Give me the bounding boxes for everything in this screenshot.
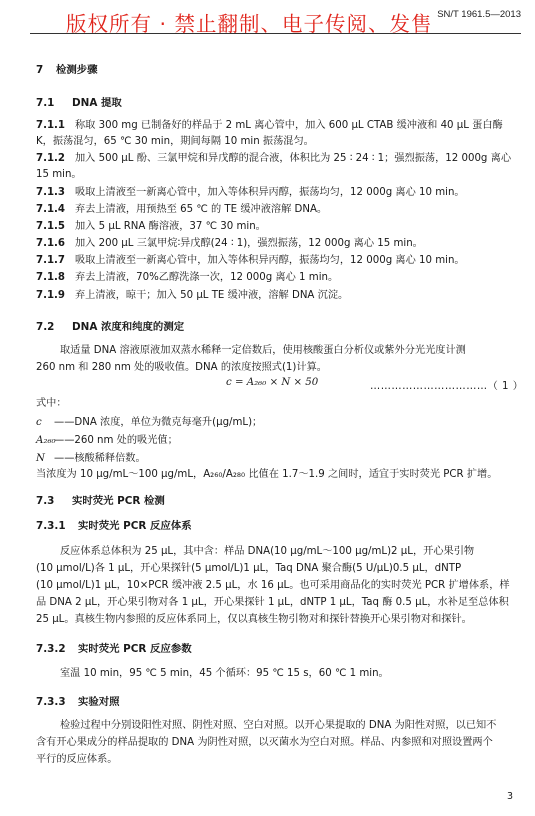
step-number: 7.1.7: [36, 255, 66, 266]
section-title: 检测步骤: [56, 64, 98, 76]
step-7-1-3: [36, 184, 524, 201]
section-7-3-heading: [36, 492, 165, 507]
paragraph-line: 反应体系总体积为 25 μL，其中含：样品 DNA(10 μg/mL～100 μg/mL)2 μL，开心果引物: [60, 546, 475, 557]
formula-reference: ……………………………（ 1 ）: [370, 381, 524, 392]
variable-description: ——核酸稀释倍数。: [54, 453, 146, 464]
paragraph-line: 检验过程中分别设阳性对照、阴性对照、空白对照。以开心果提取的 DNA 为阳性对照，以已知不: [60, 720, 497, 731]
step-7-1-6: [36, 235, 524, 252]
section-7-3-1-heading: [36, 517, 192, 532]
section-title: 实验对照: [78, 696, 120, 708]
step-text: 弃去上清液，70%乙醇洗涤一次，12 000g 离心 1 min。: [75, 272, 339, 283]
step-number: 7.1.1: [36, 120, 66, 131]
step-7-1-2-continued: 15 min。: [36, 169, 82, 180]
step-7-1-7: [36, 252, 524, 269]
step-7-1-8: [36, 269, 524, 286]
step-number: 7.1.3: [36, 187, 66, 198]
step-text: 弃上清液，晾干；加入 50 μL TE 缓冲液，溶解 DNA 沉淀。: [75, 290, 349, 301]
step-7-1-1-continued: K，振荡混匀，65 ℃ 30 min，期间每隔 10 min 振荡混匀。: [36, 136, 314, 147]
step-7-1-4: [36, 201, 524, 218]
section-number: 7.3: [36, 495, 55, 507]
formula: c = A₂₆₀ × N × 50: [226, 377, 319, 388]
section-number: 7: [36, 64, 44, 76]
copyright-watermark: 版权所有 · 禁止翻制、电子传阅、发售: [66, 12, 433, 36]
step-number: 7.1.6: [36, 238, 66, 249]
section-number: 7.3.2: [36, 643, 66, 655]
step-number: 7.1.9: [36, 290, 66, 301]
standard-number: SN/T 1961.5—2013: [437, 9, 521, 20]
variable-definition: [36, 431, 178, 446]
step-text: 加入 200 μL 三氯甲烷∶异戊醇(24 ∶ 1)，强烈振荡，12 000g 离心 15 min。: [75, 238, 423, 249]
concentration-note: 当浓度为 10 μg/mL～100 μg/mL，A₂₆₀/A₂₈₀ 比值在 1.7～1.9 之间时，适宜于实时荧光 PCR 扩增。: [36, 469, 498, 480]
step-text: 称取 300 mg 已制备好的样品于 2 mL 离心管中，加入 600 μL CTAB 缓冲液和 40 μL 蛋白酶: [75, 120, 503, 131]
section-7-1-heading: [36, 94, 122, 109]
section-7-3-3-heading: [36, 693, 120, 708]
variable-definition: [36, 449, 146, 464]
paragraph-line: 室温 10 min，95 ℃ 5 min，45 个循环：95 ℃ 15 s，60 ℃ 1 min。: [60, 668, 389, 679]
paragraph-line: 平行的反应体系。: [36, 754, 118, 765]
section-number: 7.3.3: [36, 696, 66, 708]
section-7-3-2-heading: [36, 640, 192, 655]
variable-symbol: c: [36, 417, 42, 428]
variable-symbol: N: [36, 453, 45, 464]
paragraph-line: (10 μmol/L)各 1 μL，开心果探针(5 μmol/L)1 μL，Taq DNA 聚合酶(5 U/μL)0.5 μL，dNTP: [36, 563, 462, 574]
section-number: 7.3.1: [36, 520, 66, 532]
paragraph-line: 260 nm 和 280 nm 处的吸收值。DNA 的浓度按照式(1)计算。: [36, 362, 327, 373]
step-7-1-2: [36, 150, 524, 167]
section-number: 7.1: [36, 97, 55, 109]
step-text: 吸取上清液至一新离心管中，加入等体积异丙醇，振荡均匀，12 000g 离心 10 min。: [75, 255, 465, 266]
paragraph-line: 含有开心果成分的样品提取的 DNA 为阴性对照，以灭菌水为空白对照。样品、内参照和对照设置两个: [36, 737, 493, 748]
paragraph-line: 取适量 DNA 溶液原液加双蒸水稀释一定倍数后，使用核酸蛋白分析仪或紫外分光光度计测: [60, 345, 466, 356]
step-text: 弃去上清液，用预热至 65 ℃ 的 TE 缓冲液溶解 DNA。: [75, 204, 328, 215]
section-title: DNA 提取: [72, 97, 122, 109]
section-title: 实时荧光 PCR 反应体系: [78, 520, 192, 532]
page-number: 3: [506, 791, 513, 802]
variable-symbol: A₂₆₀: [36, 435, 56, 446]
paragraph-line: 品 DNA 2 μL，开心果引物对各 1 μL，开心果探针 1 μL，dNTP 1 μL，Taq 酶 0.5 μL，水补足至总体积: [36, 597, 509, 608]
section-title: 实时荧光 PCR 检测: [72, 495, 165, 507]
section-7-2-heading: [36, 318, 184, 333]
paragraph-line: 25 μL。真核生物内参照的反应体系同上，仅以真核生物引物对和探针替换开心果引物对和探针。: [36, 614, 472, 625]
step-text: 加入 5 μL RNA 酶溶液，37 ℃ 30 min。: [75, 221, 266, 232]
section-title: 实时荧光 PCR 反应参数: [78, 643, 192, 655]
step-number: 7.1.8: [36, 272, 66, 283]
step-7-1-5: [36, 218, 524, 235]
section-7-heading: [36, 61, 98, 76]
step-text: 吸取上清液至一新离心管中，加入等体积异丙醇，振荡均匀，12 000g 离心 10 min。: [75, 187, 465, 198]
section-number: 7.2: [36, 321, 55, 333]
where-label: 式中：: [36, 398, 67, 409]
step-number: 7.1.5: [36, 221, 66, 232]
step-text: 加入 500 μL 酚、三氯甲烷和异戊醇的混合液，体积比为 25 ∶ 24 ∶ 1；强烈振荡，12 000g 离心: [75, 153, 512, 164]
section-title: DNA 浓度和纯度的测定: [72, 321, 185, 333]
paragraph-line: (10 μmol/L)1 μL，10×PCR 缓冲液 2.5 μL，水 16 μL。也可采用商品化的实时荧光 PCR 扩增体系，样: [36, 580, 510, 591]
step-7-1-1: [36, 117, 524, 134]
variable-description: ——DNA 浓度，单位为微克每毫升(μg/mL)；: [54, 417, 263, 428]
step-number: 7.1.4: [36, 204, 66, 215]
variable-description: ——260 nm 处的吸光值；: [54, 435, 178, 446]
step-number: 7.1.2: [36, 153, 66, 164]
variable-definition: [36, 413, 262, 428]
step-7-1-9: [36, 287, 524, 304]
